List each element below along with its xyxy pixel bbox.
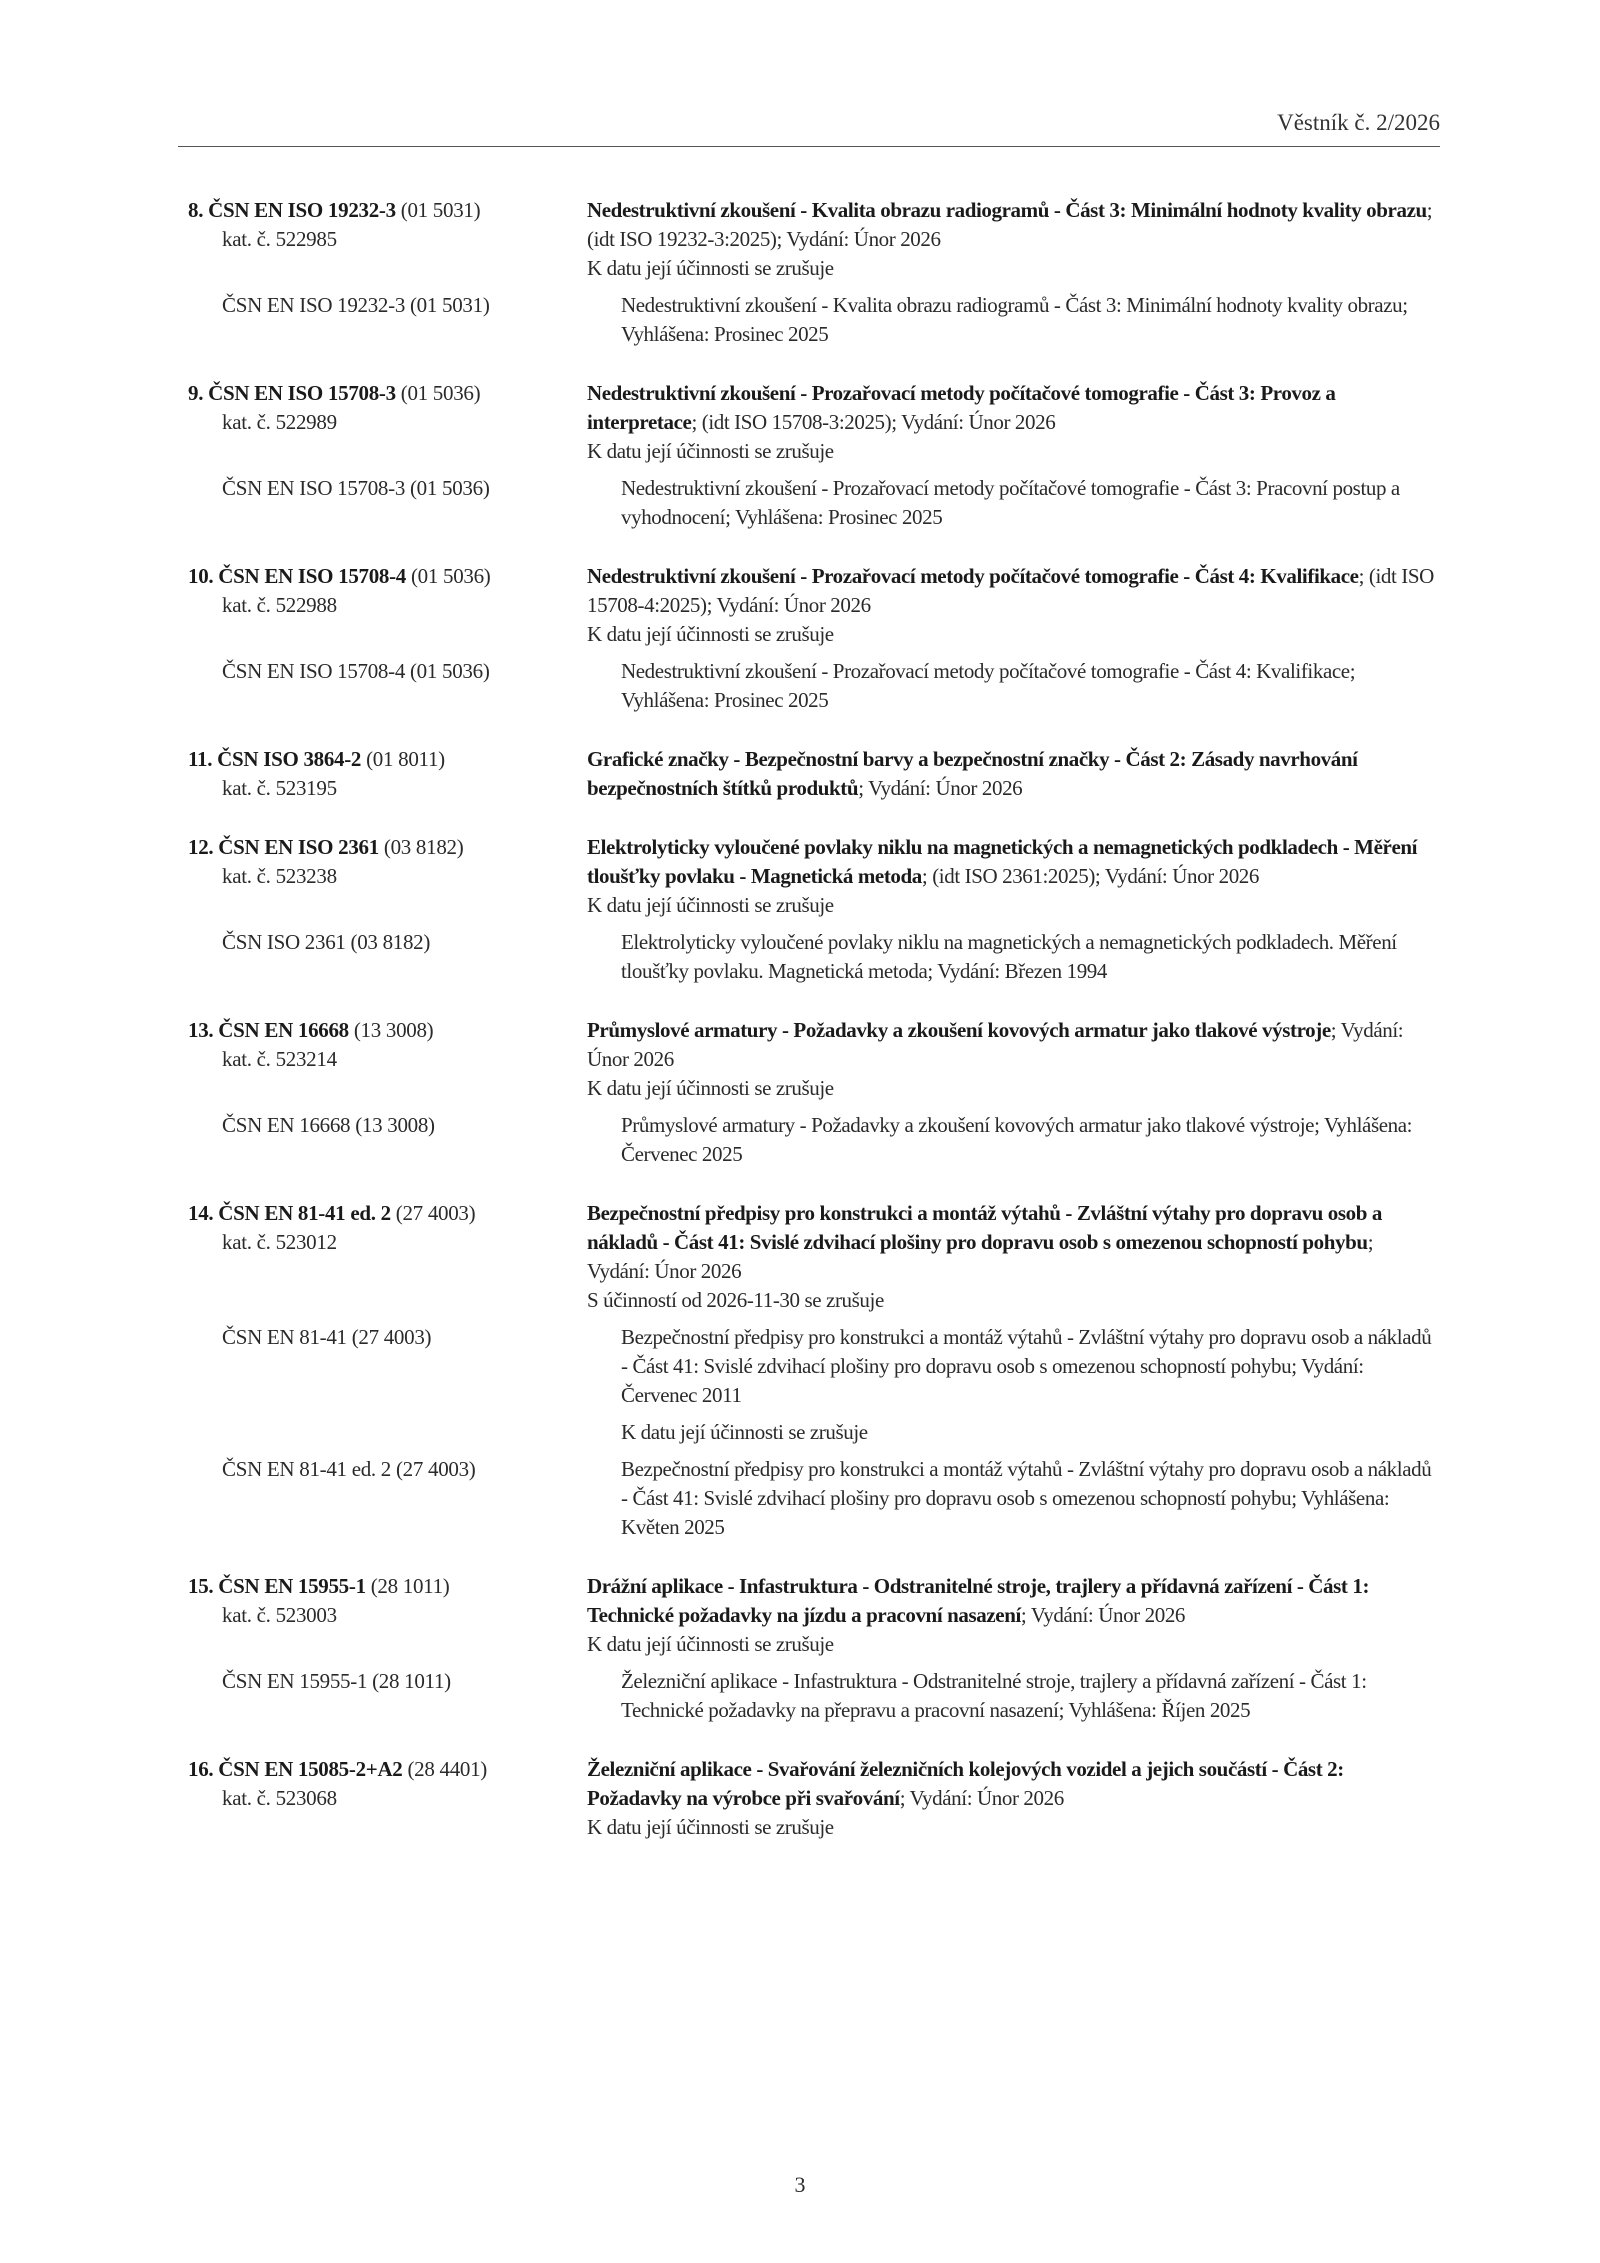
standard-description <box>587 562 1440 649</box>
standard-number: 8. ČSN EN ISO 19232-3 <box>188 198 396 222</box>
standard-number: 15. ČSN EN 15955-1 <box>188 1574 366 1598</box>
standard-description <box>587 1016 1440 1103</box>
validity-note: S účinností od 2026-11-30 se zrušuje <box>587 1288 884 1312</box>
standard-class-code: (28 4401) <box>407 1757 488 1781</box>
standard-id <box>188 379 587 466</box>
standard-issue-info: ; Vydání: Únor 2026 <box>1020 1603 1186 1627</box>
replaced-standard-row <box>188 1455 1440 1542</box>
standard-issue-info: ; Vydání: Únor 2026 <box>858 776 1023 800</box>
replaced-standard-row <box>188 928 1440 986</box>
catalog-number: kat. č. 523214 <box>222 1047 337 1071</box>
validity-note: K datu její účinnosti se zrušuje <box>587 1076 834 1100</box>
standard-issue-info: ; (idt ISO 2361:2025); Vydání: Únor 2026 <box>921 864 1260 888</box>
catalog-number: kat. č. 523238 <box>222 864 337 888</box>
standard-entry <box>188 1016 1440 1169</box>
standard-issue-info: ; Vydání: Únor 2026 <box>587 1230 1374 1283</box>
standard-number: 13. ČSN EN 16668 <box>188 1018 349 1042</box>
replaced-standard-description <box>621 657 1440 715</box>
standard-description <box>587 1572 1440 1659</box>
standard-class-code: (28 1011) <box>370 1574 450 1598</box>
replaced-standard-id: ČSN EN 81-41 ed. 2 (27 4003) <box>222 1457 476 1481</box>
standard-entry <box>188 1755 1440 1842</box>
standard-number: 10. ČSN EN ISO 15708-4 <box>188 564 407 588</box>
replaced-standard-description <box>621 474 1440 532</box>
standard-class-code: (03 8182) <box>383 835 464 859</box>
standard-issue-info: ; (idt ISO 15708-4:2025); Vydání: Únor 2026 <box>587 564 1434 617</box>
standard-id <box>188 833 587 920</box>
standard-number: 11. ČSN ISO 3864-2 <box>188 747 362 771</box>
replaced-standard-row <box>188 474 1440 532</box>
standard-entry <box>188 1199 1440 1542</box>
standard-title: Bezpečnostní předpisy pro konstrukci a montáž výtahů - Zvláštní výtahy pro dopravu osob a nákladů - Část 41: Svislé zdvihací plošiny pro dopravu osob s omezenou schopností pohybu <box>587 1201 1382 1254</box>
standard-issue-info: ; Vydání: Únor 2026 <box>899 1786 1064 1810</box>
replaced-standard-id: ČSN EN ISO 15708-4 (01 5036) <box>222 659 490 683</box>
standard-title: Průmyslové armatury - Požadavky a zkoušení kovových armatur jako tlakové výstroje <box>587 1018 1331 1042</box>
standard-class-code: (01 8011) <box>366 747 445 771</box>
replaced-standard-description <box>621 1455 1440 1542</box>
new-standard-row <box>188 1016 1440 1103</box>
replaced-standard-id: ČSN EN 15955-1 (28 1011) <box>222 1669 451 1693</box>
standards-list <box>188 196 1440 1872</box>
catalog-number: kat. č. 522985 <box>222 227 337 251</box>
standard-description <box>587 1755 1440 1842</box>
standard-entry <box>188 1572 1440 1725</box>
new-standard-row <box>188 196 1440 283</box>
new-standard-row <box>188 1572 1440 1659</box>
catalog-number: kat. č. 522988 <box>222 593 337 617</box>
standard-class-code: (01 5036) <box>400 381 481 405</box>
catalog-number: kat. č. 523012 <box>222 1230 337 1254</box>
standard-title: Elektrolyticky vyloučené povlaky niklu na magnetických a nemagnetických podkladech - Měření tloušťky povlaku - Magnetická metoda <box>587 835 1418 888</box>
page-number: 3 <box>794 2172 806 2197</box>
standard-id <box>188 745 587 803</box>
standard-entry <box>188 196 1440 349</box>
standard-number: 14. ČSN EN 81-41 ed. 2 <box>188 1201 391 1225</box>
standard-issue-info: ; (idt ISO 15708-3:2025); Vydání: Únor 2026 <box>691 410 1056 434</box>
replaced-standard-row <box>188 657 1440 715</box>
replaced-standard-text: Bezpečnostní předpisy pro konstrukci a montáž výtahů - Zvláštní výtahy pro dopravu osob a nákladů - Část 41: Svislé zdvihací plošiny pro dopravu osob s omezenou schopností pohybu; Vydání: Červenec 2011 <box>621 1325 1432 1407</box>
replaced-standard-text: Průmyslové armatury - Požadavky a zkoušení kovových armatur jako tlakové výstroje; Vyhlášena: Červenec 2025 <box>621 1113 1413 1166</box>
standard-description <box>587 833 1440 920</box>
replaced-standard-text: Bezpečnostní předpisy pro konstrukci a montáž výtahů - Zvláštní výtahy pro dopravu osob a nákladů - Část 41: Svislé zdvihací plošiny pro dopravu osob s omezenou schopností pohybu; Vyhlášena: Květen 2025 <box>621 1457 1432 1539</box>
replaced-standard-id: ČSN ISO 2361 (03 8182) <box>222 930 431 954</box>
standard-id <box>188 1572 587 1659</box>
validity-note: K datu její účinnosti se zrušuje <box>587 439 834 463</box>
standard-entry <box>188 379 1440 532</box>
replaced-standard-id: ČSN EN 16668 (13 3008) <box>222 1113 435 1137</box>
catalog-number: kat. č. 523003 <box>222 1603 337 1627</box>
catalog-number: kat. č. 523195 <box>222 776 337 800</box>
standard-description <box>587 1199 1440 1315</box>
standard-number: 12. ČSN EN ISO 2361 <box>188 835 379 859</box>
replaced-standard-text: Železniční aplikace - Infastruktura - Odstranitelné stroje, trajlery a přídavná zařízení - Část 1: Technické požadavky na přepravu a pracovní nasazení; Vyhlášena: Říjen 2025 <box>621 1669 1367 1722</box>
replaced-standard-text: Nedestruktivní zkoušení - Kvalita obrazu radiogramů - Část 3: Minimální hodnoty kvality obrazu; Vyhlášena: Prosinec 2025 <box>621 293 1408 346</box>
standard-class-code: (01 5036) <box>410 564 491 588</box>
replaced-standard-id: ČSN EN ISO 19232-3 (01 5031) <box>222 293 490 317</box>
validity-note: K datu její účinnosti se zrušuje <box>587 893 834 917</box>
replaced-standard-row <box>188 1323 1440 1447</box>
catalog-number: kat. č. 522989 <box>222 410 337 434</box>
standard-title: Grafické značky - Bezpečnostní barvy a bezpečnostní značky - Část 2: Zásady navrhování bezpečnostních štítků produktů <box>587 747 1358 800</box>
validity-note: K datu její účinnosti se zrušuje <box>587 622 834 646</box>
standard-title: Drážní aplikace - Infastruktura - Odstranitelné stroje, trajlery a přídavná zařízení - Část 1: Technické požadavky na jízdu a pracovní nasazení <box>587 1574 1370 1627</box>
standard-number: 9. ČSN EN ISO 15708-3 <box>188 381 396 405</box>
validity-note: K datu její účinnosti se zrušuje <box>587 1632 834 1656</box>
standard-id <box>188 562 587 649</box>
validity-note: K datu její účinnosti se zrušuje <box>587 256 834 280</box>
standard-entry <box>188 745 1440 803</box>
header-rule <box>178 146 1440 147</box>
new-standard-row <box>188 833 1440 920</box>
catalog-number: kat. č. 523068 <box>222 1786 337 1810</box>
replaced-standard-id: ČSN EN 81-41 (27 4003) <box>222 1325 432 1349</box>
new-standard-row <box>188 745 1440 803</box>
standard-class-code: (13 3008) <box>353 1018 434 1042</box>
validity-note: K datu její účinnosti se zrušuje <box>587 1815 834 1839</box>
replaced-standard-description <box>621 291 1440 349</box>
replaced-standard-text: Elektrolyticky vyloučené povlaky niklu na magnetických a nemagnetických podkladech. Měření tloušťky povlaku. Magnetická metoda; Vydání: Březen 1994 <box>621 930 1397 983</box>
validity-note: K datu její účinnosti se zrušuje <box>621 1420 868 1444</box>
standard-id <box>188 1755 587 1842</box>
standard-entry <box>188 562 1440 715</box>
replaced-standard-row <box>188 1667 1440 1725</box>
standard-issue-info: ; (idt ISO 19232-3:2025); Vydání: Únor 2026 <box>587 198 1433 251</box>
standard-id <box>188 1199 587 1315</box>
standard-id <box>188 1016 587 1103</box>
replaced-standard-text: Nedestruktivní zkoušení - Prozařovací metody počítačové tomografie - Část 4: Kvalifikace; Vyhlášena: Prosinec 2025 <box>621 659 1356 712</box>
standard-description <box>587 745 1440 803</box>
running-header: Věstník č. 2/2026 <box>1277 110 1440 135</box>
standard-description <box>587 379 1440 466</box>
new-standard-row <box>188 1199 1440 1315</box>
replaced-standard-description <box>621 1323 1440 1447</box>
new-standard-row <box>188 379 1440 466</box>
standard-class-code: (01 5031) <box>400 198 481 222</box>
replaced-standard-row <box>188 291 1440 349</box>
replaced-standard-row <box>188 1111 1440 1169</box>
standard-title: Nedestruktivní zkoušení - Kvalita obrazu radiogramů - Část 3: Minimální hodnoty kvality obrazu <box>587 198 1427 222</box>
standard-title: Železniční aplikace - Svařování železničních kolejových vozidel a jejich součástí - Část 2: Požadavky na výrobce při svařování <box>587 1757 1344 1810</box>
new-standard-row <box>188 1755 1440 1842</box>
standard-number: 16. ČSN EN 15085-2+A2 <box>188 1757 403 1781</box>
standard-title: Nedestruktivní zkoušení - Prozařovací metody počítačové tomografie - Část 4: Kvalifikace <box>587 564 1359 588</box>
standard-entry <box>188 833 1440 986</box>
replaced-standard-description <box>621 928 1440 986</box>
replaced-standard-text: Nedestruktivní zkoušení - Prozařovací metody počítačové tomografie - Část 3: Pracovní postup a vyhodnocení; Vyhlášena: Prosinec 2025 <box>621 476 1400 529</box>
standard-issue-info: ; Vydání: Únor 2026 <box>587 1018 1404 1071</box>
standard-class-code: (27 4003) <box>395 1201 476 1225</box>
standard-title: Nedestruktivní zkoušení - Prozařovací metody počítačové tomografie - Část 3: Provoz a interpretace <box>587 381 1336 434</box>
new-standard-row <box>188 562 1440 649</box>
replaced-standard-description <box>621 1667 1440 1725</box>
standard-id <box>188 196 587 283</box>
standard-description <box>587 196 1440 283</box>
replaced-standard-description <box>621 1111 1440 1169</box>
replaced-standard-id: ČSN EN ISO 15708-3 (01 5036) <box>222 476 490 500</box>
